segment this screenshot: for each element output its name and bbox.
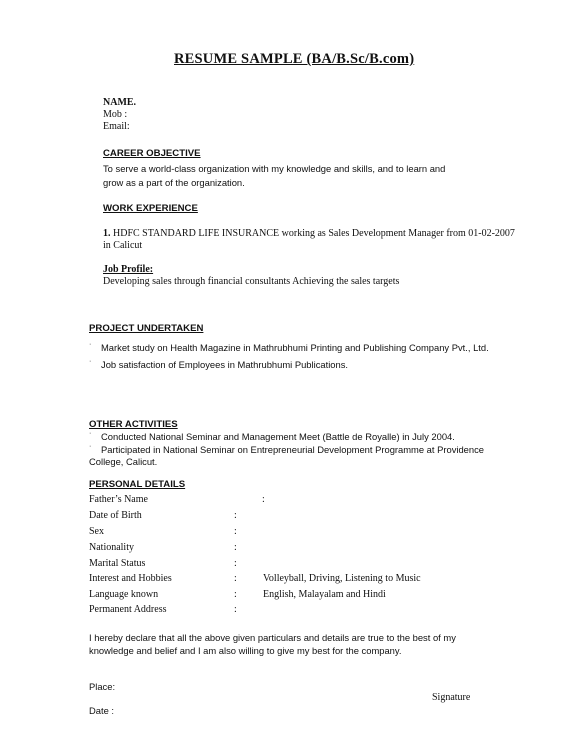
- mob-label: Mob :: [103, 109, 128, 120]
- detail-label-permanent-address: Permanent Address: [89, 604, 167, 615]
- work-item-line-1: [103, 228, 515, 239]
- place-label: Place:: [89, 681, 116, 692]
- project-bullet-1: ·: [89, 341, 92, 348]
- page-title: RESUME SAMPLE (BA/B.Sc/B.com): [174, 51, 415, 67]
- project-item-2: Job satisfaction of Employees in Mathrubhumi Publications.: [101, 359, 349, 370]
- activity-bullet-1: ·: [89, 430, 92, 437]
- job-profile-label: Job Profile:: [103, 264, 154, 275]
- detail-separator: :: [234, 558, 237, 569]
- detail-separator: :: [234, 604, 237, 615]
- work-item-text: HDFC STANDARD LIFE INSURANCE working as Sales Development Manager from 01-02-2007: [113, 228, 515, 239]
- email-label: Email:: [103, 121, 130, 132]
- detail-separator: :: [234, 589, 237, 600]
- career-objective-heading: CAREER OBJECTIVE: [103, 148, 201, 159]
- detail-separator: :: [234, 510, 237, 521]
- name-label: NAME.: [103, 97, 137, 108]
- detail-label-date-of-birth: Date of Birth: [89, 510, 142, 521]
- declaration-line-2: knowledge and belief and I am also willing to give my best for the company.: [89, 645, 402, 656]
- signature-label: Signature: [432, 692, 471, 703]
- work-item-number: 1.: [103, 228, 111, 239]
- other-activities-heading: OTHER ACTIVITIES: [89, 419, 178, 430]
- detail-label-languages: Language known: [89, 589, 159, 600]
- activity-bullet-2: ·: [89, 443, 92, 450]
- activity-item-1: Conducted National Seminar and Management Meet (Battle de Royalle) in July 2004.: [101, 431, 455, 442]
- personal-details-heading: PERSONAL DETAILS: [89, 479, 186, 490]
- job-profile-text: Developing sales through financial consultants Achieving the sales targets: [103, 276, 400, 287]
- detail-label-nationality: Nationality: [89, 542, 134, 553]
- detail-label-marital-status: Marital Status: [89, 558, 146, 569]
- declaration-line-1: I hereby declare that all the above given particulars and details are true to the best of my: [89, 632, 456, 643]
- career-objective-line-2: grow as a part of the organization.: [103, 177, 245, 188]
- detail-label-sex: Sex: [89, 526, 104, 537]
- date-label: Date :: [89, 705, 115, 716]
- detail-value-interests: Volleyball, Driving, Listening to Music: [263, 573, 421, 584]
- detail-separator: :: [262, 494, 265, 505]
- project-bullet-2: ·: [89, 358, 92, 365]
- detail-label-interests: Interest and Hobbies: [89, 573, 172, 584]
- detail-label-fathers-name: Father’s Name: [89, 494, 148, 505]
- detail-separator: :: [234, 573, 237, 584]
- project-item-1: Market study on Health Magazine in Mathrubhumi Printing and Publishing Company Pvt., Ltd.: [101, 342, 489, 353]
- work-experience-heading: WORK EXPERIENCE: [103, 203, 198, 214]
- detail-value-languages: English, Malayalam and Hindi: [263, 589, 386, 600]
- activity-item-2-line-2: College, Calicut.: [89, 456, 158, 467]
- activity-item-2-line-1: Participated in National Seminar on Entrepreneurial Development Programme at Providence: [101, 444, 485, 455]
- projects-heading: PROJECT UNDERTAKEN: [89, 323, 204, 334]
- detail-separator: :: [234, 526, 237, 537]
- detail-separator: :: [234, 542, 237, 553]
- work-item-line-2: in Calicut: [103, 240, 143, 251]
- career-objective-line-1: To serve a world-class organization with my knowledge and skills, and to learn and: [103, 163, 446, 174]
